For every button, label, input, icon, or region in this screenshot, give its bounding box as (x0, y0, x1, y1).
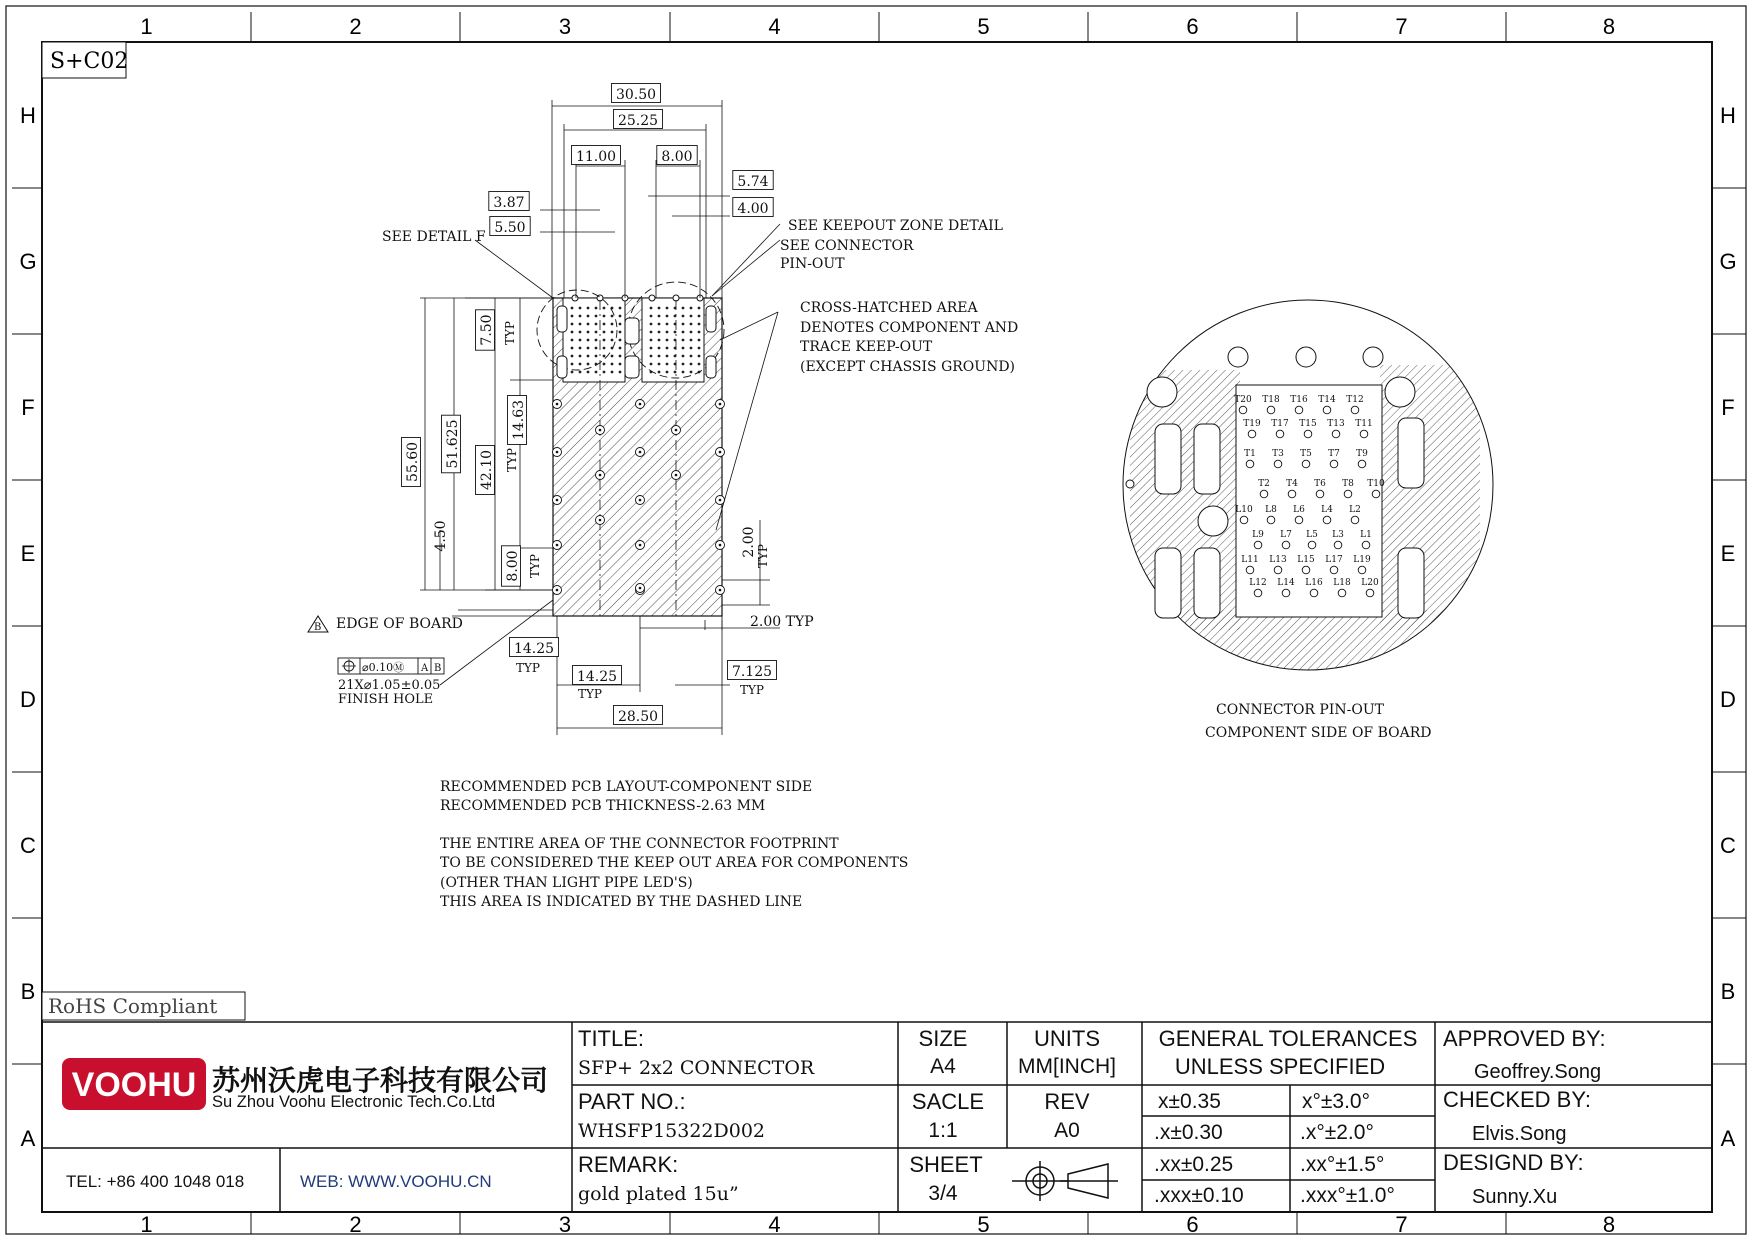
tol-angular-3: .xxx°±1.0° (1300, 1184, 1395, 1207)
dim-d14-63 (508, 396, 528, 445)
svg-text:2.00: 2.00 (741, 526, 757, 558)
pin-pad (1274, 566, 1282, 574)
pin-label: T4 (1286, 479, 1298, 489)
pin-pad (1332, 430, 1340, 438)
dim-d3-87 (489, 192, 529, 212)
grid-row-label: D (20, 687, 36, 712)
fcf-tolerance: ⌀0.10Ⓜ (362, 661, 405, 674)
pin-pad (1302, 566, 1310, 574)
svg-text:14.63: 14.63 (511, 399, 527, 441)
pin-label: L8 (1265, 505, 1277, 515)
see-detail-f-label: SEE DETAIL F (382, 229, 486, 245)
tol-angular-1: .x°±2.0° (1300, 1121, 1374, 1144)
remark-label: REMARK: (578, 1152, 679, 1177)
pin-pad (1295, 516, 1303, 524)
pin-label: L2 (1349, 505, 1361, 515)
pin-pad (1288, 490, 1296, 498)
grid-col-label: 7 (1395, 14, 1408, 39)
tol-angular-2: .xx°±1.5° (1300, 1153, 1385, 1176)
dim-d11-00 (572, 146, 621, 166)
grid-rows-right (1712, 103, 1746, 1151)
pin-label: T20 (1234, 395, 1252, 405)
dim-d5-50 (490, 217, 530, 237)
pin-label: L12 (1249, 578, 1267, 588)
pin-pad (1274, 460, 1282, 468)
scale-value: 1:1 (928, 1119, 958, 1142)
pin-pad (1310, 589, 1318, 597)
pin-label: L20 (1361, 578, 1379, 588)
typ-label (756, 544, 770, 568)
pin-pad (1308, 541, 1316, 549)
dim-d8-00v (502, 546, 522, 586)
dim-d51-625 (442, 415, 462, 473)
pin-pad (1330, 566, 1338, 574)
dim-d42-10 (476, 446, 496, 495)
connector-pinout-detail (1123, 300, 1493, 741)
note-line-3: THE ENTIRE AREA OF THE CONNECTOR FOOTPRINT (440, 836, 839, 852)
svg-text:7.50: 7.50 (479, 314, 495, 346)
svg-text:8.00: 8.00 (505, 550, 521, 582)
svg-text:42.10: 42.10 (479, 449, 495, 491)
tol-linear-2: .xx±0.25 (1154, 1153, 1234, 1176)
grid-row-label: H (20, 103, 36, 128)
dim-d2-00v (741, 526, 757, 557)
grid-columns-bottom (140, 1212, 1615, 1237)
pin-label: T13 (1327, 419, 1345, 429)
checked-label: CHECKED BY: (1443, 1087, 1591, 1112)
typ-label (740, 683, 764, 697)
tolerances-title-2: UNLESS SPECIFIED (1174, 1054, 1386, 1079)
grid-row-label: H (1720, 103, 1736, 128)
note-line-6: THIS AREA IS INDICATED BY THE DASHED LINE (440, 894, 803, 910)
svg-text:14.25: 14.25 (513, 641, 555, 657)
pin-label: T10 (1367, 479, 1385, 489)
grid-col-label: 8 (1602, 14, 1616, 39)
pin-label: T8 (1342, 479, 1354, 489)
tol-linear-3: .xxx±0.10 (1154, 1184, 1244, 1207)
designed-value: Sunny.Xu (1472, 1186, 1558, 1208)
svg-text:14.25: 14.25 (576, 669, 618, 685)
pin-pad (1334, 541, 1342, 549)
pin-label: L17 (1325, 555, 1343, 565)
dim-d28-50 (614, 706, 663, 726)
grid-col-label: 1 (140, 14, 153, 39)
rev-label: REV (1044, 1089, 1090, 1114)
scale-label: SACLE (911, 1089, 985, 1114)
company-web: WEB: WWW.VOOHU.CN (300, 1172, 492, 1191)
note-line-5: (OTHER THAN LIGHT PIPE LED'S) (440, 875, 693, 891)
pin-pad (1295, 406, 1303, 414)
rev-value: A0 (1054, 1119, 1080, 1142)
pin-label: T18 (1262, 395, 1280, 405)
pin-pad (1267, 516, 1275, 524)
grid-col-label: 7 (1395, 1212, 1408, 1237)
svg-text:30.50: 30.50 (615, 87, 657, 103)
dim-d8-00 (657, 146, 697, 166)
svg-text:3.87: 3.87 (493, 195, 525, 211)
pin-pad (1240, 516, 1248, 524)
drawing-notes (440, 779, 908, 910)
svg-text:TYP: TYP (505, 448, 519, 472)
pin-label: L7 (1280, 530, 1292, 540)
pin-label: L5 (1306, 530, 1318, 540)
svg-text:5.50: 5.50 (494, 220, 526, 236)
pin-pad (1267, 406, 1275, 414)
typ-label (505, 448, 519, 472)
grid-col-label: 2 (349, 14, 362, 39)
grid-row-label: E (1720, 541, 1736, 566)
svg-text:TYP: TYP (578, 687, 602, 701)
grid-row-label: G (19, 249, 37, 274)
grid-col-label: 6 (1186, 1212, 1199, 1237)
grid-row-label: A (20, 1126, 36, 1151)
pin-pad (1246, 460, 1254, 468)
pin-pad (1254, 541, 1262, 549)
svg-text:11.00: 11.00 (575, 149, 617, 165)
fcf-datum-a: A (421, 663, 429, 674)
pin-pad (1358, 460, 1366, 468)
pin-label: L10 (1235, 505, 1253, 515)
title-block (42, 1022, 1712, 1212)
dim-d25-25 (614, 110, 663, 130)
designed-label: DESIGND BY: (1443, 1150, 1584, 1175)
pin-label: L11 (1241, 555, 1259, 565)
pin-pad (1360, 430, 1368, 438)
dim-2-00-typ: 2.00 TYP (750, 614, 814, 630)
grid-row-label: B (1720, 979, 1736, 1004)
svg-text:TYP: TYP (503, 321, 517, 345)
dim-d7-50 (476, 310, 496, 350)
dim-d55-60 (402, 438, 422, 487)
pin-pad (1316, 490, 1324, 498)
grid-row-label: D (1720, 687, 1736, 712)
tol-linear-0: x±0.35 (1158, 1090, 1221, 1113)
typ-label (578, 687, 602, 701)
grid-col-label: 1 (140, 1212, 153, 1237)
hatch-note-4: (EXCEPT CHASSIS GROUND) (800, 359, 1016, 375)
pin-pad (1362, 541, 1370, 549)
pin-label: T3 (1272, 449, 1284, 459)
dim-d7-125 (728, 661, 777, 681)
grid-row-label: C (20, 833, 36, 858)
svg-text:55.60: 55.60 (405, 441, 421, 483)
hatch-note-3: TRACE KEEP-OUT (800, 339, 933, 355)
checked-value: Elvis.Song (1472, 1123, 1567, 1145)
pin-pad (1351, 406, 1359, 414)
svg-text:4.00: 4.00 (737, 201, 769, 217)
pin-label: L6 (1293, 505, 1305, 515)
pin-label: T15 (1299, 419, 1317, 429)
pin-pad (1330, 460, 1338, 468)
datum-b-letter: B (314, 622, 322, 633)
note-line-2: RECOMMENDED PCB THICKNESS-2.63 MM (440, 798, 766, 814)
pin-label: T14 (1318, 395, 1336, 405)
pin-label: T7 (1328, 449, 1340, 459)
typ-label (503, 321, 517, 345)
grid-col-label: 6 (1186, 14, 1199, 39)
sheet-value: 3/4 (928, 1182, 958, 1205)
dim-d4-00 (733, 198, 773, 218)
grid-col-label: 2 (349, 1212, 362, 1237)
svg-text:8.00: 8.00 (661, 149, 693, 165)
grid-row-label: A (1720, 1126, 1736, 1151)
edge-of-board-label: EDGE OF BOARD (336, 616, 463, 632)
pin-pad (1323, 406, 1331, 414)
grid-col-label: 3 (558, 14, 572, 39)
grid-col-label: 5 (977, 14, 990, 39)
company-name-en: Su Zhou Voohu Electronic Tech.Co.Ltd (212, 1093, 496, 1111)
grid-row-label: E (20, 541, 36, 566)
svg-text:TYP: TYP (516, 661, 540, 675)
pin-pad (1248, 430, 1256, 438)
size-value: A4 (930, 1055, 956, 1078)
svg-text:7.125: 7.125 (731, 664, 773, 680)
svg-text:TYP: TYP (528, 554, 542, 578)
pin-pad (1358, 566, 1366, 574)
pin-label: T2 (1258, 479, 1270, 489)
size-label: SIZE (918, 1026, 968, 1051)
pin-pad (1302, 460, 1310, 468)
svg-text:TYP: TYP (740, 683, 764, 697)
note-line-1: RECOMMENDED PCB LAYOUT-COMPONENT SIDE (440, 779, 813, 795)
grid-col-label: 4 (768, 14, 781, 39)
pin-pad (1372, 490, 1380, 498)
svg-text:28.50: 28.50 (617, 709, 659, 725)
pin-label: L9 (1252, 530, 1264, 540)
pin-label: T9 (1356, 449, 1368, 459)
keepout-detail-label: SEE KEEPOUT ZONE DETAIL (788, 218, 1003, 234)
grid-row-label: G (1719, 249, 1737, 274)
pin-label: T17 (1271, 419, 1289, 429)
pin-pad (1344, 490, 1352, 498)
pin-label: L16 (1305, 578, 1323, 588)
grid-row-label: C (1720, 833, 1736, 858)
hatch-note-2: DENOTES COMPONENT AND (800, 320, 1019, 336)
pin-pad (1276, 430, 1284, 438)
fcf-datum-b: B (434, 663, 442, 674)
dim-d4-50 (433, 520, 449, 551)
dim-d30-50 (612, 84, 661, 104)
pin-pad (1254, 589, 1262, 597)
svg-text:TYP: TYP (756, 544, 770, 568)
pin-pad (1366, 589, 1374, 597)
part-no-value: WHSFP15322D002 (578, 1120, 766, 1142)
pin-pad (1338, 589, 1346, 597)
approved-label: APPROVED BY: (1443, 1026, 1606, 1051)
grid-rows-left (12, 103, 42, 1151)
hole-spec-1: 21X⌀1.05±0.05 (338, 678, 441, 693)
pin-pad (1323, 516, 1331, 524)
pin-label: T1 (1244, 449, 1256, 459)
typ-label (516, 661, 540, 675)
tol-linear-1: .x±0.30 (1154, 1121, 1223, 1144)
pin-label: L1 (1360, 530, 1372, 540)
pin-label: L18 (1333, 578, 1351, 588)
grid-col-label: 8 (1602, 1212, 1616, 1237)
grid-columns-top (140, 12, 1615, 42)
pin-label: L13 (1269, 555, 1287, 565)
tolerances-title-1: GENERAL TOLERANCES (1158, 1026, 1418, 1051)
units-label: UNITS (1034, 1026, 1100, 1051)
note-line-4: TO BE CONSIDERED THE KEEP OUT AREA FOR COMPONENTS (440, 855, 909, 871)
pin-label: L15 (1297, 555, 1315, 565)
company-name-cn: 苏州沃虎电子科技有限公司 (212, 1065, 549, 1096)
tol-angular-0: x°±3.0° (1302, 1090, 1371, 1113)
pin-pad (1282, 589, 1290, 597)
pin-pad (1304, 430, 1312, 438)
pinout-caption-1: CONNECTOR PIN-OUT (1216, 702, 1384, 718)
remark-value: gold plated 15u” (578, 1183, 739, 1205)
title-value: SFP+ 2x2 CONNECTOR (578, 1057, 815, 1079)
pin-pad (1351, 516, 1359, 524)
pin-label: T5 (1300, 449, 1312, 459)
feature-control-frame (338, 658, 444, 674)
pin-label: L19 (1353, 555, 1371, 565)
grid-col-label: 3 (558, 1212, 572, 1237)
title-label: TITLE: (578, 1026, 645, 1051)
dim-d5-74 (733, 171, 773, 191)
svg-text:4.50: 4.50 (433, 520, 449, 552)
pin-pad (1246, 566, 1254, 574)
pin-label: T6 (1314, 479, 1326, 489)
svg-text:5.74: 5.74 (737, 174, 769, 190)
pin-pad (1239, 406, 1247, 414)
projection-symbol (1012, 1161, 1118, 1201)
grid-col-label: 4 (768, 1212, 781, 1237)
drawing-id: S+C02 (50, 49, 129, 74)
pin-label: L14 (1277, 578, 1295, 588)
connector-pinout-label-2: PIN-OUT (780, 256, 845, 272)
pin-label: T11 (1355, 419, 1373, 429)
grid-row-label: B (20, 979, 36, 1004)
approved-value: Geoffrey.Song (1474, 1061, 1602, 1083)
pin-label: L3 (1332, 530, 1344, 540)
pin-label: T16 (1290, 395, 1308, 405)
pin-label: L4 (1321, 505, 1333, 515)
dim-d14-25b (573, 666, 622, 686)
svg-text:25.25: 25.25 (617, 113, 659, 129)
part-no-label: PART NO.: (578, 1089, 686, 1114)
pcb-footprint-drawing (308, 84, 1018, 736)
pin-label: T12 (1346, 395, 1364, 405)
grid-col-label: 5 (977, 1212, 990, 1237)
pin-pad (1282, 541, 1290, 549)
grid-row-label: F (21, 395, 35, 420)
svg-text:51.625: 51.625 (445, 419, 461, 469)
grid-row-label: F (1721, 395, 1735, 420)
sheet-label: SHEET (909, 1152, 983, 1177)
hatch-note-1: CROSS-HATCHED AREA (800, 300, 978, 316)
dim-d14-25a (510, 638, 559, 658)
units-value: MM[INCH] (1018, 1055, 1116, 1078)
company-tel: TEL: +86 400 1048 018 (66, 1172, 245, 1191)
voohu-logo-text: VOOHU (71, 1066, 197, 1104)
pin-label: T19 (1243, 419, 1261, 429)
connector-pinout-label-1: SEE CONNECTOR (780, 238, 914, 254)
typ-label (528, 554, 542, 578)
pinout-caption-2: COMPONENT SIDE OF BOARD (1205, 725, 1432, 741)
pin-pad (1260, 490, 1268, 498)
rohs-label: RoHS Compliant (48, 994, 218, 1018)
hole-spec-2: FINISH HOLE (338, 692, 434, 707)
